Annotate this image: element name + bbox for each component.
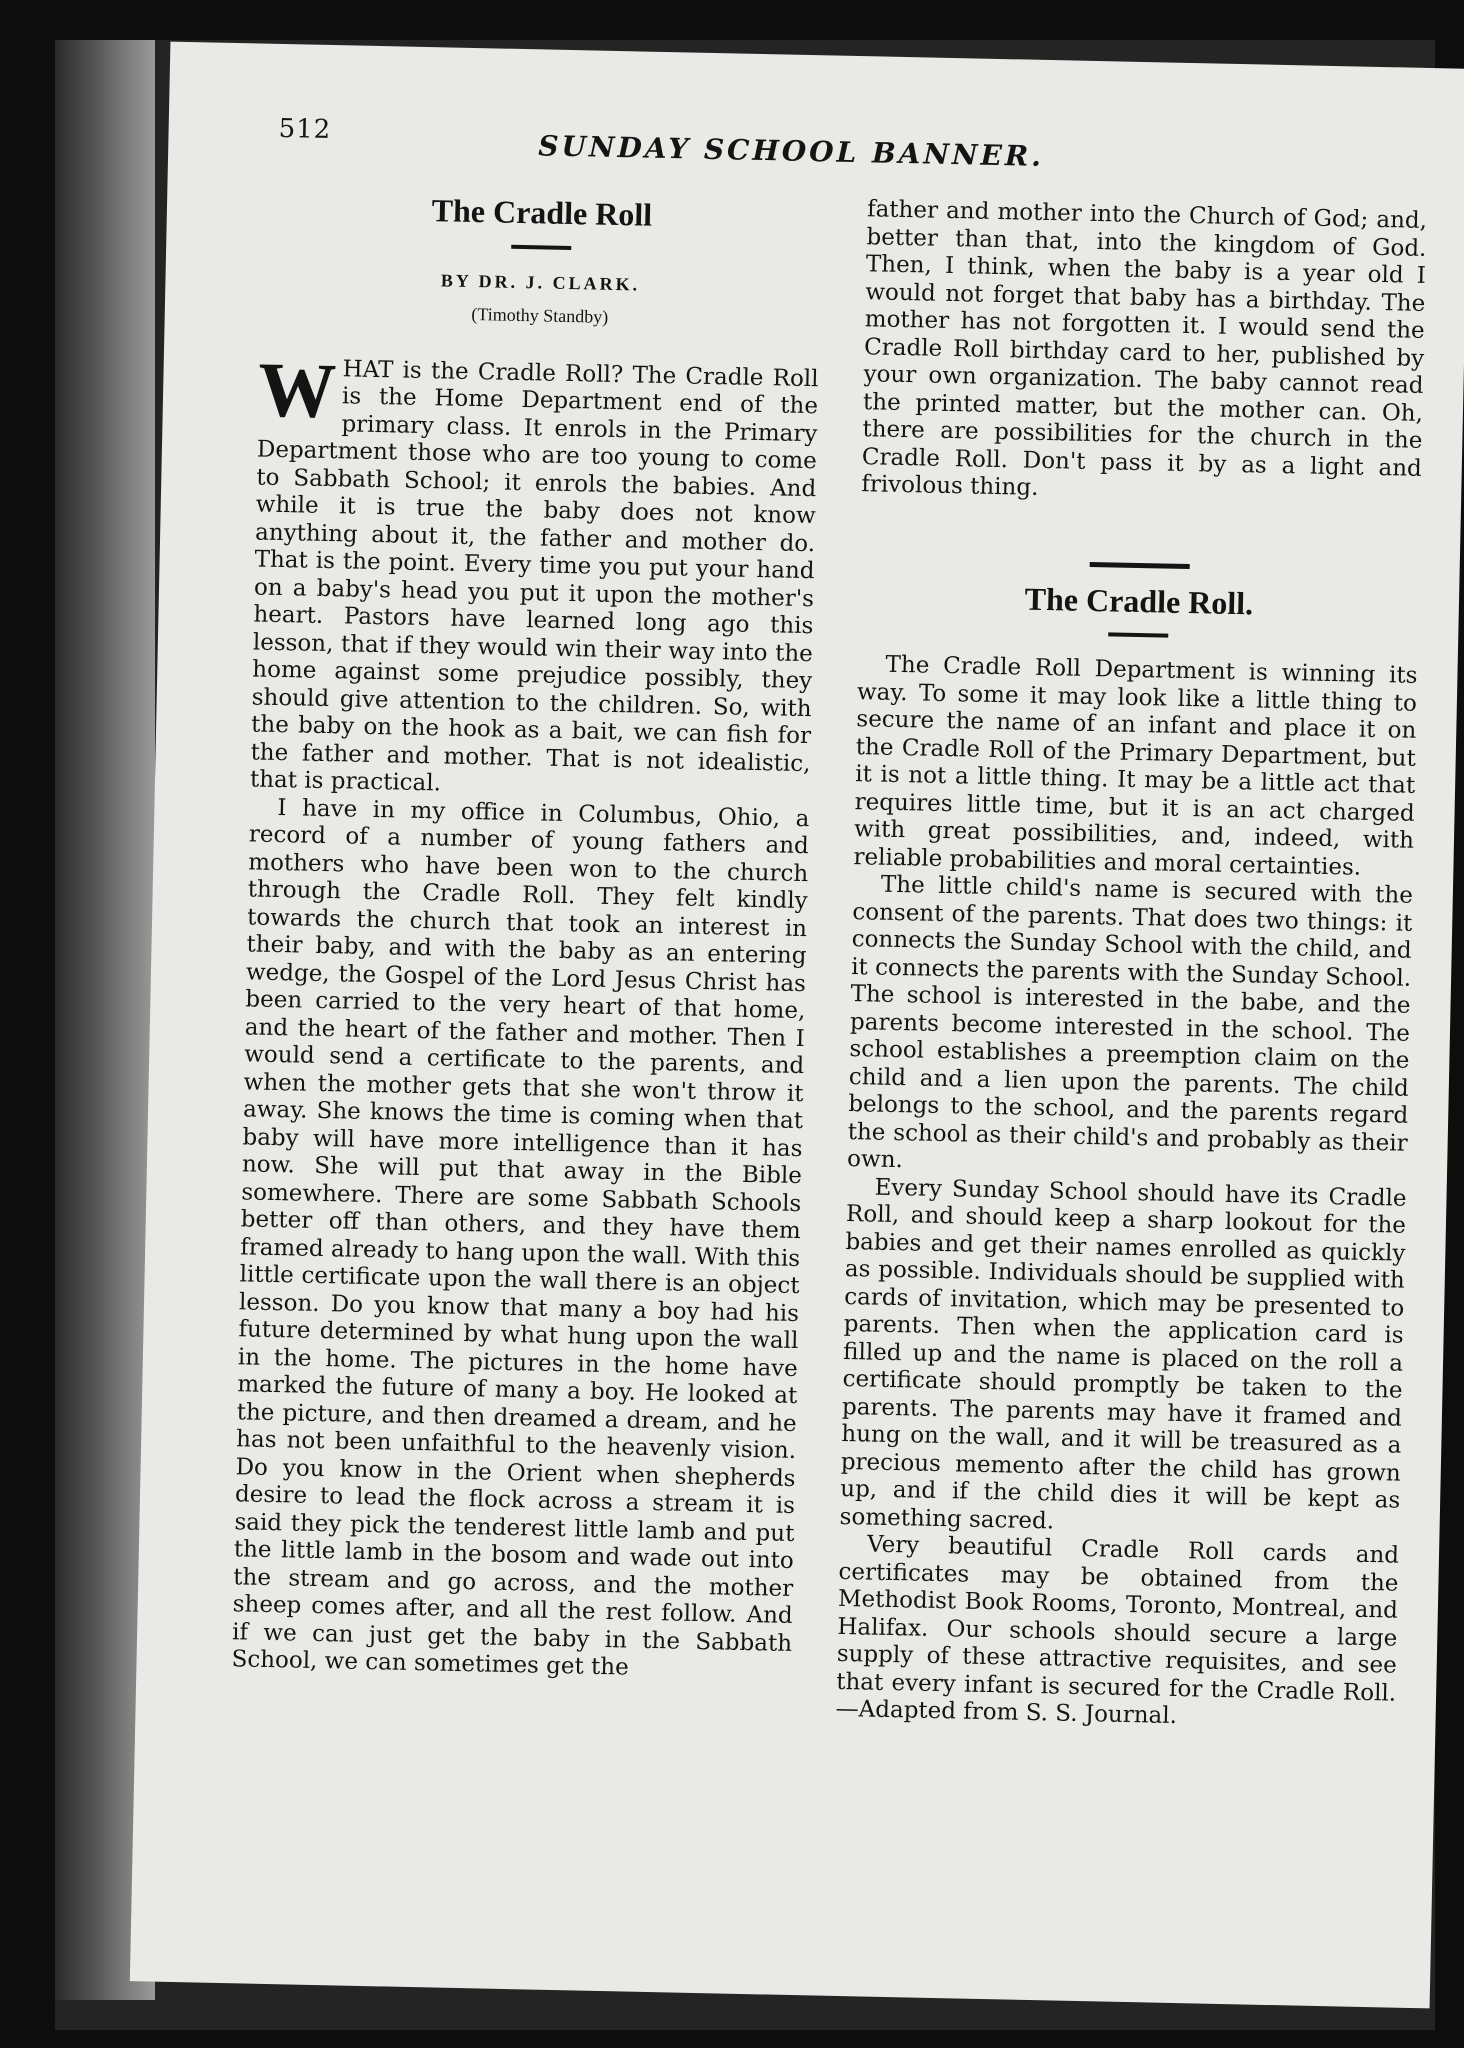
running-head: SUNDAY SCHOOL BANNER. — [538, 129, 1045, 173]
article1-byline: BY DR. J. CLARK. — [440, 269, 641, 294]
article1-title: The Cradle Roll — [431, 192, 653, 233]
left-column — [231, 184, 822, 1686]
article2-paragraph-1: The Cradle Roll Department is winning its way. To some it may look like a little thing to secure the name of an infant and place it on the Cradle Roll of the Primary Department, but it is not a little thing. It may be a little act that requires little time, but it is an act charged with great possibilities, and, indeed, with reliable probabilities and moral certainties. — [853, 651, 1418, 881]
title-rule — [511, 244, 571, 249]
page-number: 512 — [278, 113, 332, 145]
article1-continuation: father and mother into the Church of God; and, better than that, into the kingdom of God. Then, I think, when the baby is a year old I would not forget that baby has a birthday. The mother has not forgotten it. I would send the Cradle Roll birthday card to her, published by your own organization. The baby cannot read the printed matter, but the mother can. Oh, there are possibilities for the church in the Cradle Roll. Don't pass it by as a light and frivolous thing. — [861, 196, 1428, 501]
title-rule — [1108, 632, 1168, 637]
section-divider — [1090, 561, 1190, 568]
article1-paragraph-1-text: HAT is the Cradle Roll? The Cradle Roll is the Home Department end of the primary class. It enrols in the Primary Department those who are too young to come to Sabbath School; it enrols the babies. And while it is true the baby does not know anything about it, the father and mother do. That is the point. Every time you put your hand on a baby's head you put it upon the mother's heart. Pastors have learned long ago this lesson, that if they would win their way into the home against some prejudice possibly, they should give attention to the children. So, with the baby on the hook as a bait, we can fish for the father and mother. That is not idealistic, that is practical. — [249, 355, 819, 797]
drop-cap: W — [257, 345, 338, 434]
article1-paragraph-1 — [249, 345, 819, 806]
article2-paragraph-3: Every Sunday School should have its Cradle Roll, and should keep a sharp lookout for the babies and get their names enrolled as quickly as possible. Individuals should be supplied with cards of invitation, which may be presented to parents. Then when the application card is filled up and the name is placed on the roll a certificate should promptly be taken to the parents. The parents may have it framed and hung on the wall, and it will be treasured as a precious memento after the child has grown up, and if the child dies it will be kept as something sacred. — [839, 1174, 1407, 1534]
article1-pseudonym: (Timothy Standby) — [471, 303, 609, 327]
book-page — [130, 42, 1464, 2009]
right-column — [835, 196, 1427, 1735]
article2-title: The Cradle Roll. — [1024, 580, 1254, 621]
article1-paragraph-2: I have in my office in Columbus, Ohio, a record of a number of young fathers and mothers who have been won to the church through the Cradle Roll. They felt kindly towards the church that took an interest in their baby, and with the baby as an entering wedge, the Gospel of the Lord Jesus Christ has been carried to the very heart of that home, and the heart of the father and mother. Then I would send a certificate to the parents, and when the mother gets that she won't throw it away. She knows the time is coming when that baby will have more intelligence than it has now. She will put that away in the Bible somewhere. There are some Sabbath Schools better off than others, and they have them framed already to hang upon the wall. With this little certificate upon the wall there is an object lesson. Do you know that many a boy had his future determined by what hung upon the wall in the home. The pictures in the home have marked the future of many a boy. He looked at the picture, and then dreamed a dream, and he has not been unfaithful to the heavenly vision. Do you know in the Orient when shepherds desire to lead the flock across a stream it is said they pick the tenderest little lamb and put the little lamb in the bosom and wade out into the stream and go across, and the mother sheep comes after, and all the rest follow. And if we can just get the baby in the Sabbath School, we can sometimes get the — [231, 794, 810, 1681]
article2-paragraph-2: The little child's name is secured with the consent of the parents. That does two things: it connects the Sunday School with the child, and it connects the parents with the Sunday School. The school is interested in the babe, and the parents become interested in the school. The school establishes a preemption claim on the child and a lien upon the parents. The child belongs to the school, and the parents regard the school as their child's and probably as their own. — [846, 871, 1414, 1174]
article2-paragraph-4: Very beautiful Cradle Roll cards and certificates may be obtained from the Methodist Book Rooms, Toronto, Montreal, and Halifax. Our schools should secure a large supply of these attractive requisites, and see that every infant is secured for the Cradle Roll.—Adapted from S. S. Journal. — [835, 1531, 1400, 1730]
